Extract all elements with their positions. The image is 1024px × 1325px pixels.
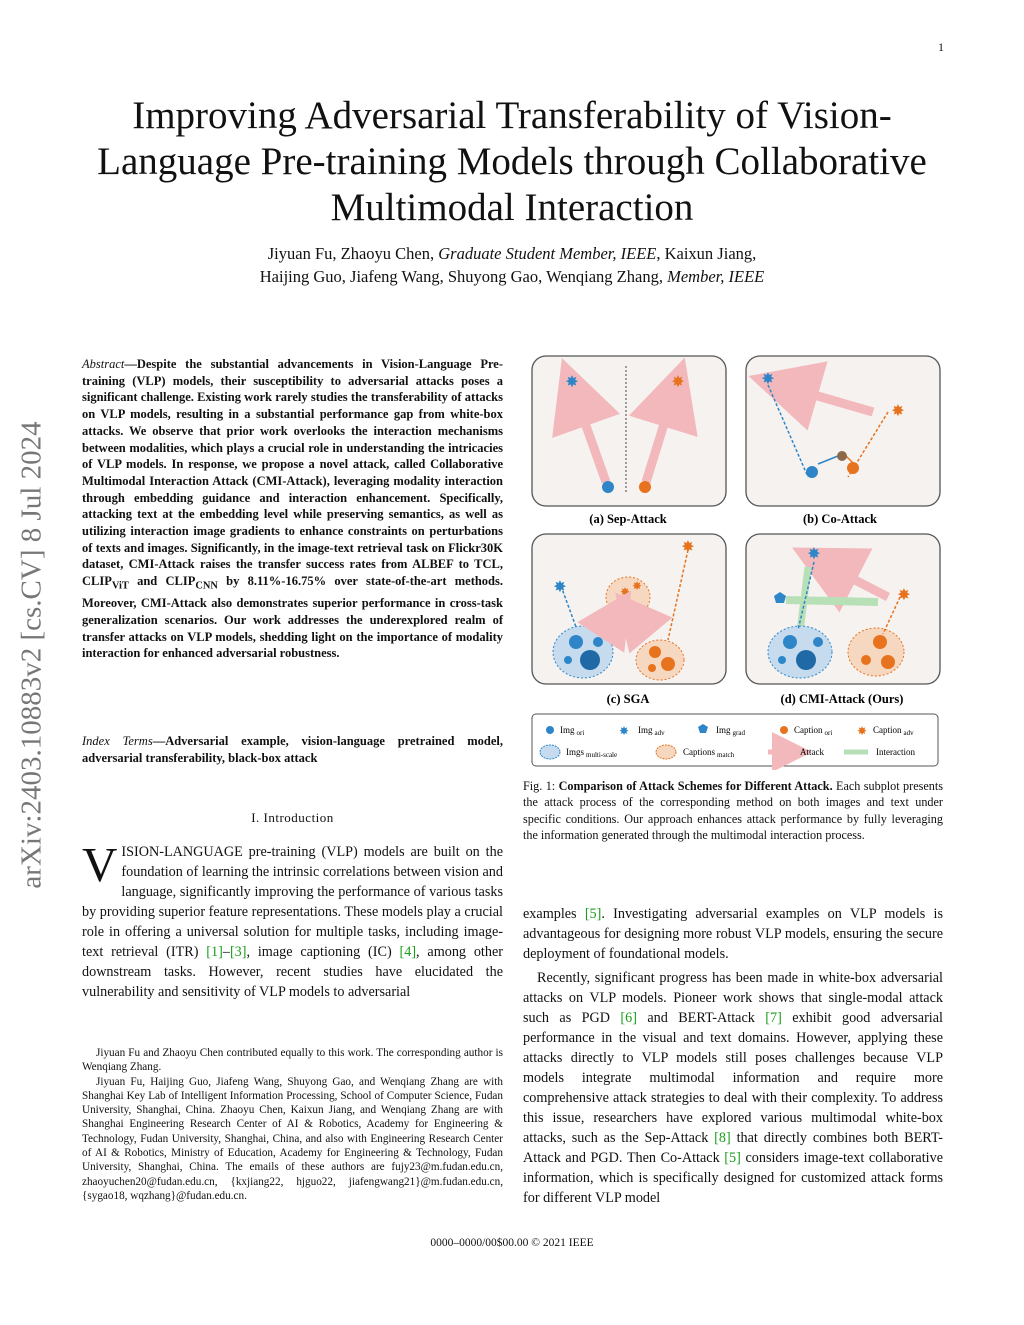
intro-ref-dash: – <box>222 944 230 960</box>
arxiv-id: arXiv:2403.10883v2 [cs.CV] 8 Jul 2024 <box>15 421 48 889</box>
legend-caption-ori: Caption <box>794 725 823 735</box>
introduction-text <box>82 837 503 1002</box>
intro-text-a: ISION-LANGUAGE pre-training (VLP) models are built on the foundation of learning the intrinsic correlations between vision and language, significantly improving the performance of various tasks by providing superior feature representations. These models play a crucial role in offering a universal solution for multiple tasks, including image-text retrieval (ITR) <box>82 844 503 960</box>
index-terms <box>82 733 503 766</box>
svg-text:✸: ✸ <box>625 597 636 611</box>
abstract-text: —Despite the substantial advancements in Vision-Language Pre-training (VLP) models, their susceptibility to adversarial attacks poses a significant challenge. Existing work rarely studies the transferability of attacks on VLP models, resulting in a substantial performance gap from white-box attacks. We observe that prior work overlooks the interaction mechanisms between modalities, which plays a crucial role in understanding the intricacies of VLP models. In response, we propose a novel attack, called Collaborative Multimodal Interaction Attack (CMI-Attack), leveraging modality interaction through embedding guidance and interaction enhancement. Specifically, attacking text at the embedding level while preserving semantics, as well as utilizing interaction image gradients to enhance constraints on perturbations of texts and images. Significantly, in the image-text retrieval task on Flickr30K dataset, CMI-Attack raises the transfer success rates from ALBEF to TCL, CLIP <box>82 357 503 589</box>
paragraph <box>523 904 943 964</box>
abstract-sub-cnn: CNN <box>195 580 218 592</box>
svg-text:✸: ✸ <box>897 587 911 604</box>
index-terms-label: Index Terms <box>82 734 153 748</box>
legend-img-adv: Img <box>638 725 653 735</box>
panel-c-label: (c) SGA <box>606 692 650 706</box>
svg-text:✸: ✸ <box>891 403 905 420</box>
paragraph <box>523 968 943 1208</box>
legend-caps-match-sub: match <box>717 751 735 759</box>
caption-ori-dot <box>639 481 651 493</box>
citation-link[interactable]: [1] <box>206 944 223 960</box>
citation-link[interactable]: [5] <box>584 906 602 922</box>
legend-caption-adv-sub: adv <box>903 729 914 737</box>
right-column-text <box>523 904 943 1208</box>
drop-cap: V <box>82 837 118 892</box>
panel-a-label: (a) Sep-Attack <box>589 512 667 526</box>
legend-img-ori-sub: ori <box>576 729 585 737</box>
footnotes <box>82 1046 503 1203</box>
abstract-sub-vit: ViT <box>111 580 129 592</box>
img-ori-dot <box>602 481 614 493</box>
img-adv-star: ✸ <box>565 374 579 391</box>
legend-attack: Attack <box>800 747 824 757</box>
legend-imgs-ms-sub: multi-scale <box>586 751 618 759</box>
section-heading: I. Introduction <box>251 810 334 825</box>
right-p2-d: that directly combines both BERT-Attack and PGD. Then Co-Attack <box>523 1130 943 1166</box>
index-terms-text: —Adversarial example, vision-language pretrained model, adversarial transferability, black-box attack <box>82 734 503 765</box>
legend-imgs-ms: Imgs <box>566 747 584 757</box>
legend-caption-adv: Caption <box>873 725 902 735</box>
panel-sga <box>532 534 726 684</box>
figure-caption <box>523 778 943 843</box>
abstract-label: Abstract <box>82 357 125 371</box>
citation-link[interactable]: [6] <box>620 1010 637 1026</box>
citation-link[interactable]: [7] <box>765 1010 782 1026</box>
footnote-contribution: Jiyuan Fu and Zhaoyu Chen contributed equally to this work. The corresponding author is Wenqiang Zhang. <box>82 1047 503 1074</box>
figure-1 <box>528 352 946 770</box>
legend-img-ori: Img <box>560 725 575 735</box>
panel-sep-attack <box>532 356 726 506</box>
abstract <box>82 356 503 662</box>
authors-role-1: Graduate Student Member, IEEE <box>438 244 657 263</box>
svg-text:✸: ✸ <box>681 539 695 556</box>
caption-body: Each subplot presents the attack process of the corresponding method on both images and text under specific conditions. Our approach enhances attack performance by fully leveraging the information generated through the multimodal interaction process. <box>523 779 943 842</box>
copyright-notice: 0000–0000/00$00.00 © 2021 IEEE <box>430 1237 594 1249</box>
svg-text:✸: ✸ <box>620 585 631 599</box>
intro-text-b: , image captioning (IC) <box>246 944 400 960</box>
svg-text:✸: ✸ <box>553 579 567 596</box>
panel-co-attack <box>746 356 940 506</box>
abstract-tail: by 8.11%-16.75% over state-of-the-art methods. Moreover, CMI-Attack also demonstrates superior performance in cross-task generalization scenarios. Our work addresses the underexplored realm of transfer attacks on VLP models, shedding light on the importance of modality interaction for enhanced adversarial robustness. <box>82 574 503 661</box>
caption-adv-star: ✸ <box>671 374 685 391</box>
right-p2-c: exhibit good adversarial performance in the visual and text domains. However, applying these attacks directly to VLP models still poses challenges because VLP models integrate multimodal information and require more comprehensive attack strategies to deal with their complexity. To address this issue, researchers have explored various multimodal white-box attacks, such as the Sep-Attack <box>523 1010 943 1146</box>
citation-link[interactable]: [4] <box>399 944 417 960</box>
right-p2-a: Recently, significant progress has been made in white-box adversarial attacks on VLP models. Pioneer work shows that single-modal attack such as PGD <box>523 970 943 1026</box>
svg-text:✸: ✸ <box>761 371 775 388</box>
caption-title: Comparison of Attack Schemes for Different Attack. <box>558 779 833 793</box>
caption-label: Fig. 1: <box>523 779 556 793</box>
citation-link[interactable]: [5] <box>724 1150 741 1166</box>
legend-img-grad-sub: grad <box>732 729 745 737</box>
legend-img-grad: Img <box>716 725 731 735</box>
figure-1-graphic <box>528 352 946 770</box>
legend-interaction: Interaction <box>876 747 915 757</box>
panel-b-label: (b) Co-Attack <box>803 512 877 526</box>
authors-line2-a: Haijing Guo, Jiafeng Wang, Shuyong Gao, Wenqiang Zhang, <box>259 267 663 286</box>
svg-text:✸: ✸ <box>856 724 868 738</box>
panel-d-label: (d) CMI-Attack (Ours) <box>780 692 904 706</box>
citation-link[interactable]: [8] <box>714 1130 731 1146</box>
svg-text:✸: ✸ <box>807 546 821 563</box>
svg-text:✸: ✸ <box>632 579 643 593</box>
right-p1-a: examples <box>523 906 585 922</box>
right-p2-e: considers image-text collaborative information, which is specifically designed for customized attack forms for different VLP model <box>523 1150 943 1206</box>
right-p2-b: and BERT-Attack <box>636 1010 766 1026</box>
panel-cmi-attack <box>746 534 940 684</box>
abstract-mid: and CLIP <box>128 574 196 589</box>
arxiv-stamp <box>12 375 52 935</box>
legend-caption-ori-sub: ori <box>824 729 833 737</box>
paper-title: Improving Adversarial Transferability of Vision-Language Pre-training Models through Collaborative Multimodal Interaction <box>97 94 927 229</box>
authors-line1-a: Jiyuan Fu, Zhaoyu Chen, <box>267 244 435 263</box>
figure-legend <box>532 714 938 766</box>
page-number: 1 <box>938 40 944 54</box>
author-list <box>60 242 964 288</box>
svg-text:✸: ✸ <box>618 724 630 738</box>
legend-img-adv-sub: adv <box>654 729 665 737</box>
footnote-affiliations: Jiyuan Fu, Haijing Guo, Jiafeng Wang, Shuyong Gao, and Wenqiang Zhang are with Shanghai Key Lab of Intelligent Information Processing, School of Computer Science, Fudan University, Shanghai, China. Zhaoyu Chen, Kaixun Jiang, and Wenqiang Zhang are with Shanghai Engineering Research Center of AI & Robotics, Academy for Engineering & Technology, Fudan University, Shanghai, China, and also with Engineering Research Center of AI & Robotics, Ministry of Education, Academy for Engineering & Technology, Fudan University, Shanghai, China. The emails of these authors are fujy23@m.fudan.edu.cn, zhaoyuchen20@fudan.edu.cn, {kxjiang22, hjguo22, jiafengwang21}@m.fudan.edu.cn, {sygao18, wqzhang}@fudan.edu.cn. <box>82 1075 503 1202</box>
authors-role-2: Member, IEEE <box>667 267 765 286</box>
intro-text-c: , among other downstream tasks. However, recent studies have elucidated the vulnerability and sensitivity of VLP models to adversarial <box>82 944 503 1000</box>
citation-link[interactable]: [3] <box>229 944 247 960</box>
authors-line1-b: , Kaixun Jiang, <box>656 244 757 263</box>
legend-caps-match: Captions <box>683 747 716 757</box>
right-p1-b: . Investigating adversarial examples on VLP models is advantageous for designing more robust VLP models, ensuring the secure deployment of foundational models. <box>523 906 943 962</box>
